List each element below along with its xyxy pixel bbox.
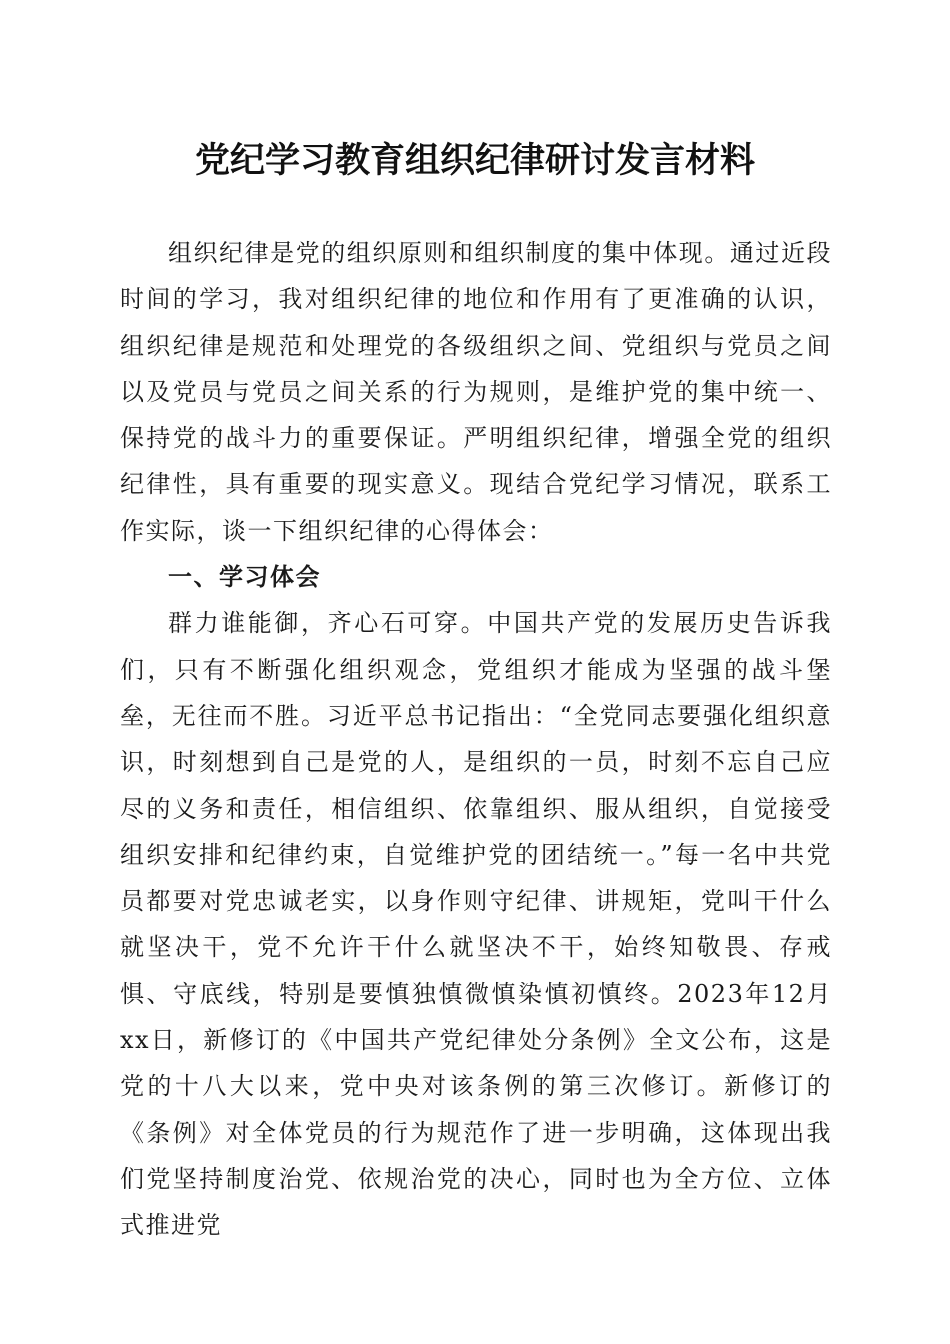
paragraph-intro: 组织纪律是党的组织原则和组织制度的集中体现。通过近段时间的学习，我对组织纪律的地位和作用有了更准确的认识，组织纪律是规范和处理党的各级组织之间、党组织与党员之间以及党员与党员之间关系的行为规则，是维护党的集中统一、保持党的战斗力的重要保证。严明组织纪律，增强全党的组织纪律性，具有重要的现实意义。现结合党纪学习情况，联系工作实际，谈一下组织纪律的心得体会： [120, 239, 832, 545]
paragraph-study-experience: 群力谁能御，齐心石可穿。中国共产党的发展历史告诉我们，只有不断强化组织观念，党组织才能成为坚强的战斗堡垒，无往而不胜。习近平总书记指出：“全党同志要强化组织意识，时刻想到自己是党的人，是组织的一员，时刻不忘自己应尽的义务和责任，相信组织、依靠组织、服从组织，自觉接受组织安排和纪律约束，自觉维护党的团结统一。”每一名中共党员都要对党忠诚老实，以身作则守纪律、讲规矩，党叫干什么就坚决干，党不允许干什么就坚决不干，始终知敬畏、存戒惧、守底线，特别是要慎独慎微慎染慎初慎终。2023年12月xx日，新修订的《中国共产党纪律处分条例》全文公布，这是党的十八大以来，党中央对该条例的第三次修订。新修订的《条例》对全体党员的行为规范作了进一步明确，这体现出我们党坚持制度治党、依规治党的决心，同时也为全方位、立体式推进党 [120, 609, 832, 1240]
document-body [120, 230, 832, 1249]
document-title: 党纪学习教育组织纪律研讨发言材料 [194, 140, 755, 181]
section-heading-study-experience: 一、学习体会 [168, 563, 321, 592]
